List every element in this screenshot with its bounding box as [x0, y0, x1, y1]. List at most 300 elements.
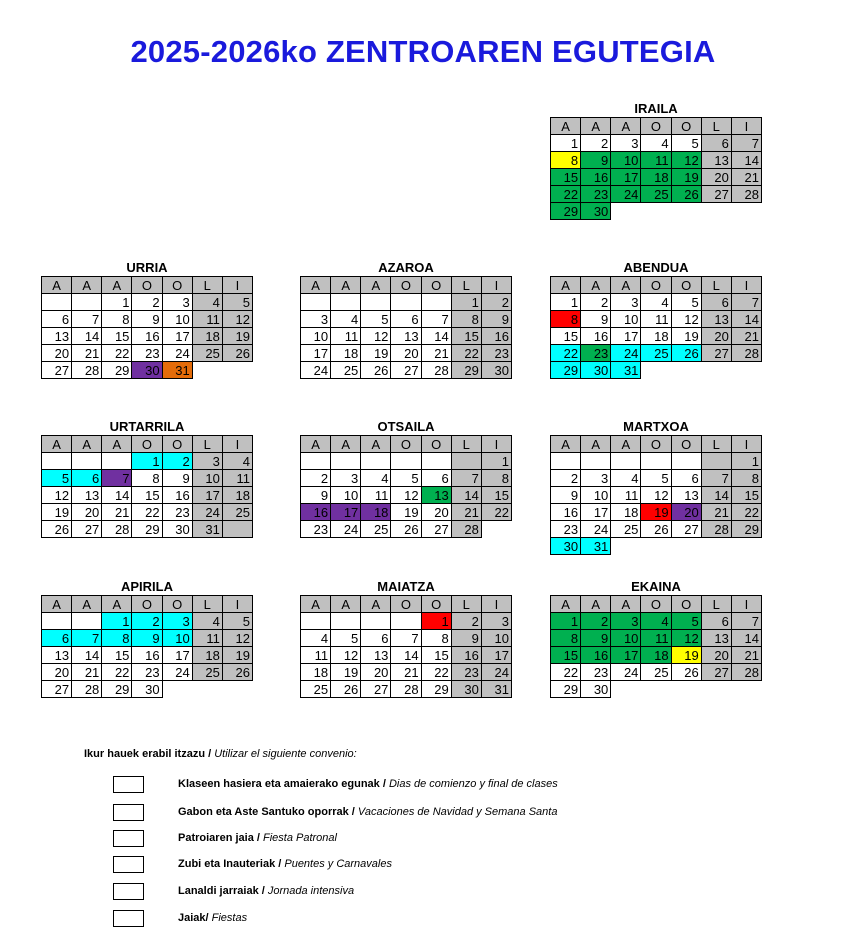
weekday-header: I [222, 596, 252, 613]
day-cell: 29 [451, 362, 481, 379]
weekday-header: O [421, 596, 451, 613]
day-cell: 5 [671, 613, 701, 630]
day-cell: 27 [72, 521, 102, 538]
day-cell: 12 [671, 152, 701, 169]
empty-cell [611, 203, 641, 220]
week-row [42, 362, 253, 379]
legend-swatch-purple [113, 856, 144, 873]
day-cell: 14 [731, 630, 761, 647]
week-row [42, 630, 253, 647]
day-cell: 17 [162, 647, 192, 664]
month-name: URRIA [126, 260, 168, 275]
empty-cell [641, 681, 671, 698]
weekday-header: I [731, 118, 761, 135]
day-cell: 5 [361, 311, 391, 328]
day-cell: 28 [391, 681, 421, 698]
weekday-header: A [551, 118, 581, 135]
week-row [301, 362, 512, 379]
day-cell: 8 [451, 311, 481, 328]
empty-cell [421, 294, 451, 311]
empty-cell [551, 453, 581, 470]
day-cell: 12 [361, 328, 391, 345]
week-row [551, 169, 762, 186]
empty-cell [671, 203, 701, 220]
legend-swatch-cyan [113, 804, 144, 821]
weekday-header: A [611, 277, 641, 294]
empty-cell [72, 453, 102, 470]
week-row [42, 613, 253, 630]
weekday-header: I [731, 436, 761, 453]
day-cell: 1 [102, 294, 132, 311]
month-grid [41, 276, 253, 379]
day-cell: 22 [551, 345, 581, 362]
day-cell: 30 [581, 362, 611, 379]
week-row [42, 664, 253, 681]
day-cell: 26 [331, 681, 361, 698]
day-cell: 25 [361, 521, 391, 538]
week-row [301, 613, 512, 630]
weekday-header: O [162, 436, 192, 453]
day-cell: 19 [671, 169, 701, 186]
weekday-header: O [132, 596, 162, 613]
day-cell: 29 [102, 362, 132, 379]
month-otsaila [300, 419, 512, 538]
empty-cell [701, 453, 731, 470]
legend-swatch-orange [113, 830, 144, 847]
day-cell: 18 [192, 647, 222, 664]
weekday-header: O [641, 436, 671, 453]
weekday-header: A [102, 277, 132, 294]
day-cell: 21 [391, 664, 421, 681]
empty-cell [481, 521, 511, 538]
empty-cell [301, 613, 331, 630]
day-cell: 6 [391, 311, 421, 328]
day-cell: 15 [102, 328, 132, 345]
day-cell: 23 [132, 345, 162, 362]
day-cell: 7 [731, 613, 761, 630]
day-cell: 24 [611, 186, 641, 203]
month-name: AZAROA [378, 260, 434, 275]
day-cell: 3 [301, 311, 331, 328]
day-cell: 18 [222, 487, 252, 504]
weekday-header: O [391, 436, 421, 453]
day-cell: 26 [391, 521, 421, 538]
day-cell: 11 [641, 630, 671, 647]
day-cell: 1 [551, 294, 581, 311]
day-cell: 25 [641, 186, 671, 203]
month-urtarrila [41, 419, 253, 538]
weekday-header: A [331, 436, 361, 453]
day-cell: 21 [102, 504, 132, 521]
empty-cell [421, 453, 451, 470]
day-cell: 20 [72, 504, 102, 521]
empty-cell [72, 613, 102, 630]
month-name: MAIATZA [377, 579, 435, 594]
month-iraila [550, 101, 762, 220]
day-cell: 26 [361, 362, 391, 379]
day-cell: 15 [551, 169, 581, 186]
day-cell: 23 [481, 345, 511, 362]
week-row [551, 203, 762, 220]
weekday-header: I [222, 277, 252, 294]
day-cell: 27 [421, 521, 451, 538]
day-cell: 14 [391, 647, 421, 664]
day-cell: 3 [192, 453, 222, 470]
day-cell: 23 [551, 521, 581, 538]
week-row [301, 521, 512, 538]
day-cell: 11 [192, 630, 222, 647]
week-row [551, 487, 762, 504]
day-cell: 9 [581, 152, 611, 169]
week-row [42, 453, 253, 470]
day-cell: 6 [72, 470, 102, 487]
week-row [301, 681, 512, 698]
empty-cell [641, 362, 671, 379]
day-cell: 6 [421, 470, 451, 487]
day-cell: 23 [581, 345, 611, 362]
weekday-header: L [701, 277, 731, 294]
weekday-header: A [581, 596, 611, 613]
day-cell: 2 [301, 470, 331, 487]
day-cell: 7 [421, 311, 451, 328]
day-cell: 17 [301, 345, 331, 362]
empty-cell [192, 362, 222, 379]
day-cell: 16 [581, 169, 611, 186]
empty-cell [451, 453, 481, 470]
day-cell: 26 [42, 521, 72, 538]
week-row [42, 470, 253, 487]
day-cell: 12 [641, 487, 671, 504]
empty-cell [701, 362, 731, 379]
legend-swatch-green [113, 883, 144, 900]
empty-cell [731, 681, 761, 698]
day-cell: 27 [42, 362, 72, 379]
day-cell: 3 [162, 613, 192, 630]
day-cell: 13 [701, 311, 731, 328]
month-ekaina [550, 579, 762, 698]
day-cell: 14 [72, 328, 102, 345]
day-cell: 18 [611, 504, 641, 521]
day-cell: 16 [451, 647, 481, 664]
day-cell: 6 [42, 311, 72, 328]
day-cell: 6 [42, 630, 72, 647]
month-grid [550, 117, 762, 220]
week-row [551, 453, 762, 470]
month-name: OTSAILA [377, 419, 435, 434]
day-cell: 21 [72, 664, 102, 681]
day-cell: 21 [701, 504, 731, 521]
day-cell: 29 [551, 203, 581, 220]
weekday-header: O [641, 118, 671, 135]
day-cell: 28 [731, 186, 761, 203]
day-cell: 11 [192, 311, 222, 328]
day-cell: 8 [421, 630, 451, 647]
day-cell: 27 [671, 521, 701, 538]
day-cell: 13 [391, 328, 421, 345]
day-cell: 9 [301, 487, 331, 504]
day-cell: 10 [581, 487, 611, 504]
empty-cell [301, 453, 331, 470]
day-cell: 2 [581, 294, 611, 311]
day-cell: 8 [551, 311, 581, 328]
day-cell: 19 [641, 504, 671, 521]
day-cell: 26 [671, 664, 701, 681]
day-cell: 26 [671, 345, 701, 362]
month-grid [550, 435, 762, 555]
empty-cell [641, 538, 671, 555]
day-cell: 4 [222, 453, 252, 470]
day-cell: 20 [42, 664, 72, 681]
day-cell: 2 [581, 135, 611, 152]
week-row [551, 521, 762, 538]
weekday-header: A [611, 436, 641, 453]
weekday-header: L [192, 596, 222, 613]
weekday-header: A [611, 596, 641, 613]
day-cell: 2 [551, 470, 581, 487]
day-cell: 27 [701, 186, 731, 203]
empty-cell [581, 453, 611, 470]
week-row [42, 647, 253, 664]
empty-cell [701, 681, 731, 698]
empty-cell [72, 294, 102, 311]
weekday-header: A [361, 596, 391, 613]
month-grid [41, 595, 253, 698]
weekday-header: I [481, 277, 511, 294]
month-grid [300, 435, 512, 538]
day-cell: 23 [132, 664, 162, 681]
empty-cell [671, 538, 701, 555]
day-cell: 24 [611, 664, 641, 681]
month-grid [550, 595, 762, 698]
day-cell: 22 [421, 664, 451, 681]
day-cell: 9 [132, 311, 162, 328]
day-cell: 23 [581, 186, 611, 203]
week-row [551, 664, 762, 681]
weekday-header: I [222, 436, 252, 453]
day-cell: 15 [421, 647, 451, 664]
empty-cell [731, 203, 761, 220]
day-cell: 13 [42, 328, 72, 345]
weekday-header: A [301, 277, 331, 294]
week-row [42, 521, 253, 538]
weekday-header: A [331, 277, 361, 294]
day-cell: 5 [222, 613, 252, 630]
day-cell: 27 [701, 345, 731, 362]
week-row [551, 681, 762, 698]
weekday-header: O [421, 277, 451, 294]
week-row [301, 647, 512, 664]
weekday-header: A [551, 436, 581, 453]
week-row [551, 294, 762, 311]
empty-cell [361, 294, 391, 311]
day-cell: 4 [611, 470, 641, 487]
weekday-header: A [42, 596, 72, 613]
weekday-header: O [162, 596, 192, 613]
empty-cell [701, 203, 731, 220]
day-cell: 4 [192, 294, 222, 311]
day-cell: 9 [581, 630, 611, 647]
day-cell: 21 [731, 169, 761, 186]
month-martxoa [550, 419, 762, 555]
day-cell: 28 [421, 362, 451, 379]
day-cell: 30 [581, 681, 611, 698]
day-cell: 31 [162, 362, 192, 379]
day-cell: 10 [162, 630, 192, 647]
weekday-header: L [451, 436, 481, 453]
day-cell: 9 [132, 630, 162, 647]
week-row [301, 294, 512, 311]
day-cell: 29 [421, 681, 451, 698]
day-cell: 15 [551, 647, 581, 664]
day-cell: 2 [132, 613, 162, 630]
day-cell: 8 [551, 630, 581, 647]
day-cell: 20 [42, 345, 72, 362]
day-cell: 13 [421, 487, 451, 504]
day-cell: 20 [421, 504, 451, 521]
week-row [42, 345, 253, 362]
weekday-header: L [701, 118, 731, 135]
day-cell: 15 [551, 328, 581, 345]
day-cell: 7 [391, 630, 421, 647]
day-cell: 28 [72, 362, 102, 379]
legend-swatch-red [113, 910, 144, 927]
day-cell: 1 [551, 135, 581, 152]
empty-cell [391, 453, 421, 470]
day-cell: 12 [42, 487, 72, 504]
weekday-header: A [72, 277, 102, 294]
weekday-header: I [481, 596, 511, 613]
day-cell: 13 [671, 487, 701, 504]
day-cell: 11 [361, 487, 391, 504]
day-cell: 26 [222, 345, 252, 362]
empty-cell [331, 613, 361, 630]
weekday-header: A [361, 277, 391, 294]
day-cell: 15 [102, 647, 132, 664]
week-row [42, 294, 253, 311]
day-cell: 21 [451, 504, 481, 521]
day-cell: 19 [671, 328, 701, 345]
day-cell: 9 [451, 630, 481, 647]
day-cell: 8 [102, 311, 132, 328]
day-cell: 4 [192, 613, 222, 630]
week-row [301, 487, 512, 504]
weekday-header: I [731, 596, 761, 613]
day-cell: 25 [301, 681, 331, 698]
day-cell: 10 [301, 328, 331, 345]
day-cell: 29 [551, 681, 581, 698]
empty-cell [671, 681, 701, 698]
day-cell: 3 [481, 613, 511, 630]
month-grid [550, 276, 762, 379]
weekday-header: L [192, 277, 222, 294]
week-row [551, 470, 762, 487]
weekday-header: L [451, 596, 481, 613]
day-cell: 14 [731, 152, 761, 169]
day-cell: 31 [611, 362, 641, 379]
month-name: APIRILA [121, 579, 173, 594]
day-cell: 8 [102, 630, 132, 647]
week-row [551, 630, 762, 647]
day-cell: 27 [42, 681, 72, 698]
empty-cell [361, 613, 391, 630]
weekday-header: A [551, 596, 581, 613]
empty-cell [731, 362, 761, 379]
day-cell: 18 [641, 647, 671, 664]
day-cell: 16 [481, 328, 511, 345]
day-cell: 19 [331, 664, 361, 681]
day-cell: 8 [481, 470, 511, 487]
day-cell: 30 [551, 538, 581, 555]
day-cell: 23 [451, 664, 481, 681]
day-cell: 6 [361, 630, 391, 647]
day-cell: 30 [451, 681, 481, 698]
empty-cell [42, 294, 72, 311]
empty-cell [192, 681, 222, 698]
day-cell: 28 [701, 521, 731, 538]
day-cell: 23 [301, 521, 331, 538]
day-cell: 24 [611, 345, 641, 362]
weekday-header: A [102, 436, 132, 453]
month-name: URTARRILA [109, 419, 185, 434]
day-cell: 16 [581, 328, 611, 345]
day-cell: 25 [331, 362, 361, 379]
legend-swatch-yellow [113, 776, 144, 793]
week-row [42, 681, 253, 698]
weekday-header: A [611, 118, 641, 135]
day-cell: 18 [641, 169, 671, 186]
day-cell: 13 [701, 630, 731, 647]
day-cell: 22 [451, 345, 481, 362]
month-name: ABENDUA [623, 260, 689, 275]
day-cell: 30 [132, 362, 162, 379]
weekday-header: A [331, 596, 361, 613]
day-cell: 11 [222, 470, 252, 487]
week-row [301, 345, 512, 362]
weekday-header: L [192, 436, 222, 453]
day-cell: 22 [551, 186, 581, 203]
day-cell: 3 [611, 613, 641, 630]
day-cell: 7 [72, 630, 102, 647]
day-cell: 5 [391, 470, 421, 487]
day-cell: 18 [331, 345, 361, 362]
day-cell: 13 [72, 487, 102, 504]
day-cell: 19 [222, 328, 252, 345]
day-cell: 22 [731, 504, 761, 521]
day-cell: 13 [361, 647, 391, 664]
day-cell: 28 [102, 521, 132, 538]
empty-cell [391, 294, 421, 311]
day-cell: 8 [731, 470, 761, 487]
day-cell: 20 [701, 169, 731, 186]
day-cell: 2 [581, 613, 611, 630]
day-cell: 21 [72, 345, 102, 362]
day-cell: 14 [72, 647, 102, 664]
week-row [551, 647, 762, 664]
day-cell: 14 [102, 487, 132, 504]
day-cell: 28 [451, 521, 481, 538]
day-cell: 17 [192, 487, 222, 504]
day-cell: 4 [641, 135, 671, 152]
day-cell: 28 [72, 681, 102, 698]
month-grid [41, 435, 253, 538]
day-cell: 28 [731, 664, 761, 681]
month-grid [300, 595, 512, 698]
day-cell: 3 [611, 294, 641, 311]
month-name: MARTXOA [623, 419, 689, 434]
weekday-header: O [132, 277, 162, 294]
day-cell: 4 [331, 311, 361, 328]
day-cell: 26 [641, 521, 671, 538]
